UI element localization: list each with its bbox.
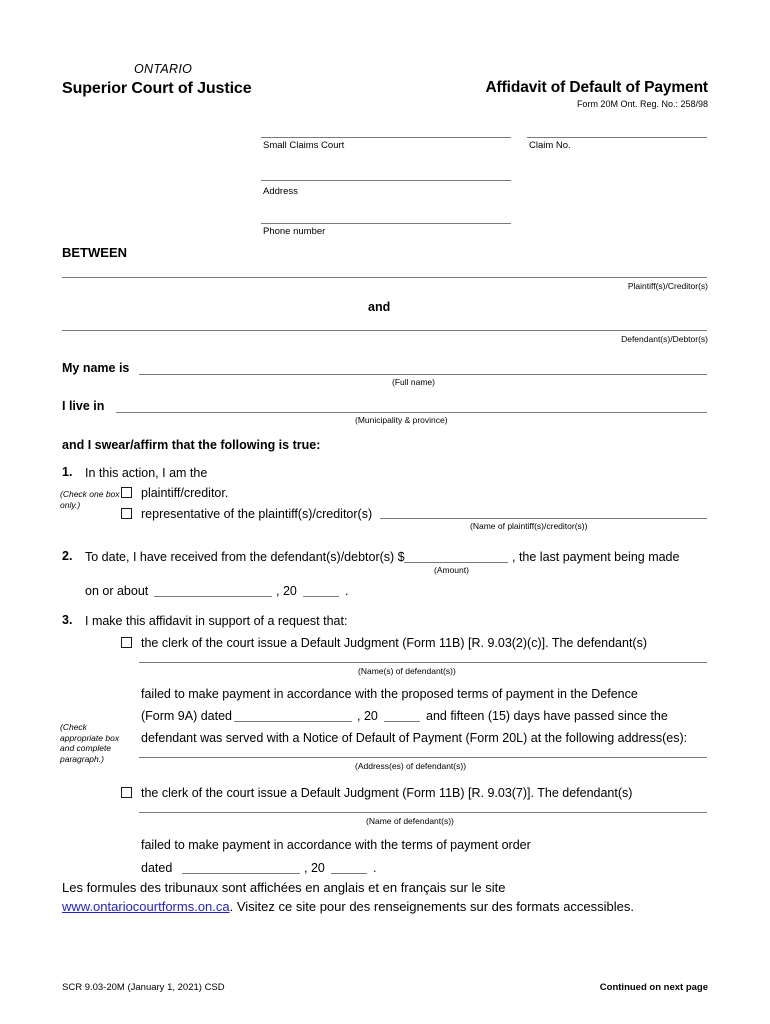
phone-label: Phone number	[263, 226, 326, 237]
paragraph-3-option-a-text: the clerk of the court issue a Default Judgment (Form 11B) [R. 9.03(2)(c)]. The defendant(s)	[141, 636, 648, 650]
defendant-names-rule-b[interactable]	[139, 812, 707, 813]
between-label: BETWEEN	[62, 245, 127, 260]
and-label: and	[368, 300, 391, 314]
paragraph-3-marginal-note: (Check appropriate box and complete paragraph.)	[60, 722, 120, 764]
paragraph-1-option-2-label: representative of the plaintiff(s)/creditor(s)	[141, 507, 373, 521]
paragraph-3-option-a-body-line-2-before: (Form 9A) dated	[141, 709, 233, 723]
address-label: Address	[263, 186, 298, 197]
form9a-date-blank-rule[interactable]	[234, 721, 352, 722]
paragraph-3-option-b-text: the clerk of the court issue a Default Judgment (Form 11B) [R. 9.03(7)]. The defendant(s)	[141, 786, 633, 800]
paragraph-3-option-a-names-caption: (Name(s) of defendant(s))	[358, 666, 456, 676]
full-name-rule	[139, 374, 707, 375]
paragraph-2-line2-year-prefix: , 20	[276, 584, 297, 598]
paragraph-3-option-a-body-line-2-year: , 20	[357, 709, 378, 723]
payment-year-blank-rule[interactable]	[303, 596, 339, 597]
paragraph-3-option-b-body-line-2-before: dated	[141, 861, 173, 875]
defendant-rule	[62, 330, 707, 331]
small-claims-court-label: Small Claims Court	[263, 140, 345, 151]
paragraph-3-option-b-body-line-2-year: , 20	[304, 861, 325, 875]
paragraph-3-option-b-body-line-2-end: .	[373, 861, 377, 875]
jurisdiction-label: ONTARIO	[134, 62, 193, 76]
paragraph-2-line2-end: .	[345, 584, 349, 598]
paragraph-2-text-after-amount: , the last payment being made	[512, 550, 680, 564]
payment-date-blank-rule[interactable]	[154, 596, 272, 597]
amount-caption: (Amount)	[434, 565, 469, 575]
phone-rule	[261, 223, 511, 224]
municipality-caption: (Municipality & province)	[355, 415, 448, 425]
full-name-caption: (Full name)	[392, 377, 435, 387]
paragraph-1-number: 1.	[62, 465, 73, 479]
claim-no-rule	[527, 137, 707, 138]
my-name-label: My name is	[62, 361, 130, 375]
paragraph-1-name-caption: (Name of plaintiff(s)/creditor(s))	[470, 521, 588, 531]
i-live-in-label: I live in	[62, 399, 105, 413]
defendant-names-rule-a[interactable]	[139, 662, 707, 663]
plaintiff-name-rule	[380, 518, 707, 519]
claim-no-label: Claim No.	[529, 140, 571, 151]
ontario-court-forms-link[interactable]: www.ontariocourtforms.on.ca	[62, 899, 230, 914]
small-claims-court-rule	[261, 137, 511, 138]
checkbox-default-judgment-9-03-2-c[interactable]	[121, 637, 132, 648]
paragraph-3-option-b-names-caption: (Name of defendant(s))	[366, 816, 454, 826]
footer-continued: Continued on next page	[599, 982, 708, 993]
plaintiff-caption: Plaintiff(s)/Creditor(s)	[627, 281, 708, 291]
paragraph-3-number: 3.	[62, 613, 73, 627]
paragraph-2-number: 2.	[62, 549, 73, 563]
french-notice-line-2-tail: . Visitez ce site pour des renseignements sur des formats accessibles.	[229, 899, 635, 914]
paragraph-3-option-b-body-line-1: failed to make payment in accordance with the terms of payment order	[141, 838, 531, 852]
order-year-blank-rule[interactable]	[331, 873, 367, 874]
plaintiff-rule	[62, 277, 707, 278]
footer-form-code: SCR 9.03-20M (January 1, 2021) CSD	[62, 982, 225, 993]
checkbox-plaintiff-creditor[interactable]	[121, 487, 132, 498]
amount-blank-rule[interactable]	[404, 562, 508, 563]
paragraph-3-option-a-body-line-3: defendant was served with a Notice of Default of Payment (Form 20L) at the following address(es):	[141, 731, 688, 745]
french-notice-line-2	[62, 899, 634, 915]
paragraph-3-option-a-address-caption: (Address(es) of defendant(s))	[355, 761, 467, 771]
municipality-rule	[116, 412, 707, 413]
paragraph-2-text-before-amount: To date, I have received from the defendant(s)/debtor(s) $	[85, 550, 405, 564]
form9a-year-blank-rule[interactable]	[384, 721, 420, 722]
defendant-caption: Defendant(s)/Debtor(s)	[621, 334, 708, 344]
checkbox-representative[interactable]	[121, 508, 132, 519]
paragraph-2-line2-before: on or about	[85, 584, 149, 598]
court-name: Superior Court of Justice	[62, 80, 252, 97]
paragraph-1-marginal-note: (Check one box only.)	[60, 489, 120, 510]
defendant-address-rule[interactable]	[139, 757, 707, 758]
paragraph-3-option-a-body-line-1: failed to make payment in accordance with the proposed terms of payment in the Defence	[141, 687, 638, 701]
swear-affirm-label: and I swear/affirm that the following is true:	[62, 438, 321, 452]
paragraph-3-option-a-body-line-2-after: and fifteen (15) days have passed since the	[426, 709, 668, 723]
order-date-blank-rule[interactable]	[182, 873, 300, 874]
paragraph-1-option-1-label: plaintiff/creditor.	[141, 486, 229, 500]
paragraph-1-lead: In this action, I am the	[85, 466, 208, 480]
address-rule	[261, 180, 511, 181]
page-title: Affidavit of Default of Payment	[485, 79, 708, 96]
checkbox-default-judgment-9-03-7[interactable]	[121, 787, 132, 798]
form-reference: Form 20M Ont. Reg. No.: 258/98	[576, 99, 708, 109]
paragraph-3-lead: I make this affidavit in support of a request that:	[85, 614, 348, 628]
french-notice-line-1: Les formules des tribunaux sont affichées en anglais et en français sur le site	[62, 880, 506, 895]
